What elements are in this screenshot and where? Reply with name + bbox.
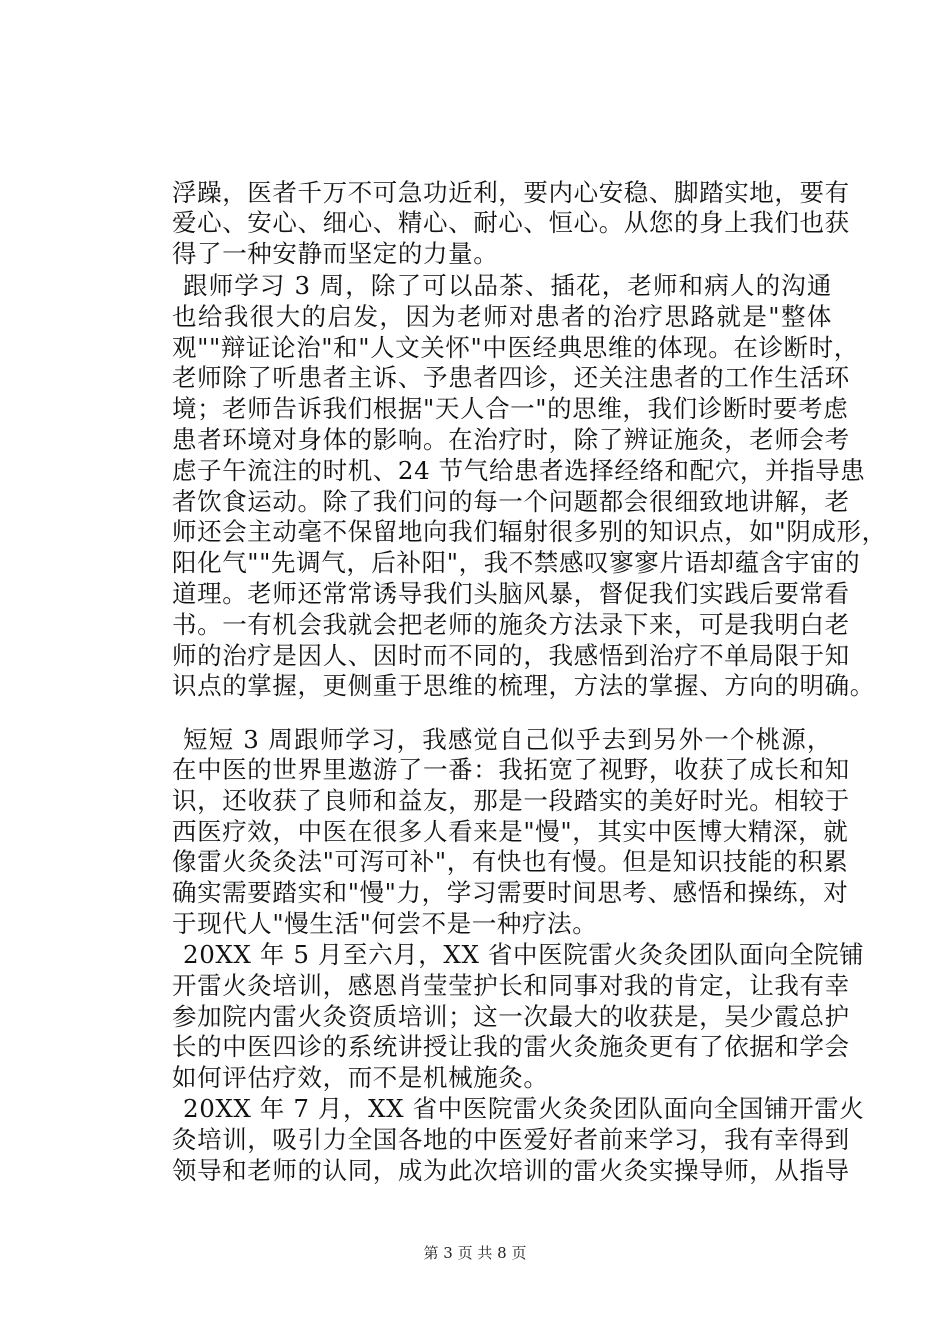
- text-line: 观""辩证论治"和"人文关怀"中医经典思维的体现。在诊断时，: [172, 333, 859, 362]
- text-line: 20XX 年 5 月至六月，XX 省中医院雷火灸灸团队面向全院铺: [183, 940, 865, 969]
- text-line: 在中医的世界里遨游了一番：我拓宽了视野，收获了成长和知: [172, 755, 850, 784]
- text-line: 道理。老师还常常诱导我们头脑风暴，督促我们实践后要常看: [172, 579, 850, 608]
- text-line: 阳化气""先调气，后补阳"，我不禁感叹寥寥片语却蕴含宇宙的: [172, 548, 861, 577]
- text-line: 得了一种安静而坚定的力量。: [172, 239, 499, 268]
- text-line: 短短 3 周跟师学习，我感觉自己似乎去到另外一个桃源，: [183, 725, 832, 754]
- text-line: 书。一有机会我就会把老师的施灸方法录下来，可是我明白老: [172, 610, 850, 639]
- text-line: 灸培训，吸引力全国各地的中医爱好者前来学习，我有幸得到: [172, 1125, 850, 1154]
- text-line: 也给我很大的启发，因为老师对患者的治疗思路就是"整体: [172, 302, 832, 331]
- text-line: 于现代人"慢生活"何尝不是一种疗法。: [172, 909, 598, 938]
- text-line: 领导和老师的认同，成为此次培训的雷火灸实操导师，从指导: [172, 1156, 850, 1185]
- text-line: 者饮食运动。除了我们问的每一个问题都会很细致地讲解，老: [172, 487, 850, 516]
- text-line: 西医疗效，中医在很多人看来是"慢"，其实中医博大精深，就: [172, 817, 849, 846]
- text-line: 如何评估疗效，而不是机械施灸。: [172, 1063, 549, 1092]
- text-line: 师还会主动毫不保留地向我们辐射很多别的知识点，如"阴成形，: [172, 517, 887, 546]
- text-line: 老师除了听患者主诉、予患者四诊，还关注患者的工作生活环: [172, 363, 850, 392]
- text-line: 识，还收获了良师和益友，那是一段踏实的美好时光。相较于: [172, 786, 850, 815]
- text-line: 确实需要踏实和"慢"力，学习需要时间思考、感悟和操练，对: [172, 878, 849, 907]
- page-footer: 第 3 页 共 8 页: [423, 1244, 527, 1262]
- text-line: 虑子午流注的时机、24 节气给患者选择经络和配穴，并指导患: [172, 456, 866, 485]
- text-line: 像雷火灸灸法"可泻可补"，有快也有慢。但是知识技能的积累: [172, 847, 849, 876]
- text-line: 识点的掌握，更侧重于思维的梳理，方法的掌握、方向的明确。: [172, 671, 875, 700]
- text-line: 患者环境对身体的影响。在治疗时，除了辨证施灸，老师会考: [172, 425, 850, 454]
- text-line: 开雷火灸培训，感恩肖莹莹护长和同事对我的肯定，让我有幸: [172, 971, 850, 1000]
- text-line: 长的中医四诊的系统讲授让我的雷火灸施灸更有了依据和学会: [172, 1032, 850, 1061]
- text-line: 参加院内雷火灸资质培训；这一次最大的收获是，吴少霞总护: [172, 1002, 850, 1031]
- text-line: 20XX 年 7 月，XX 省中医院雷火灸灸团队面向全国铺开雷火: [183, 1094, 865, 1123]
- text-line: 爱心、安心、细心、精心、耐心、恒心。从您的身上我们也获: [172, 208, 850, 237]
- text-line: 境；老师告诉我们根据"天人合一"的思维，我们诊断时要考虑: [172, 394, 849, 423]
- text-line: 浮躁，医者千万不可急功近利，要内心安稳、脚踏实地，要有: [172, 178, 850, 207]
- text-line: 师的治疗是因人、因时而不同的，我感悟到治疗不单局限于知: [172, 641, 850, 670]
- text-line: 跟师学习 3 周，除了可以品茶、插花，老师和病人的沟通: [183, 271, 832, 300]
